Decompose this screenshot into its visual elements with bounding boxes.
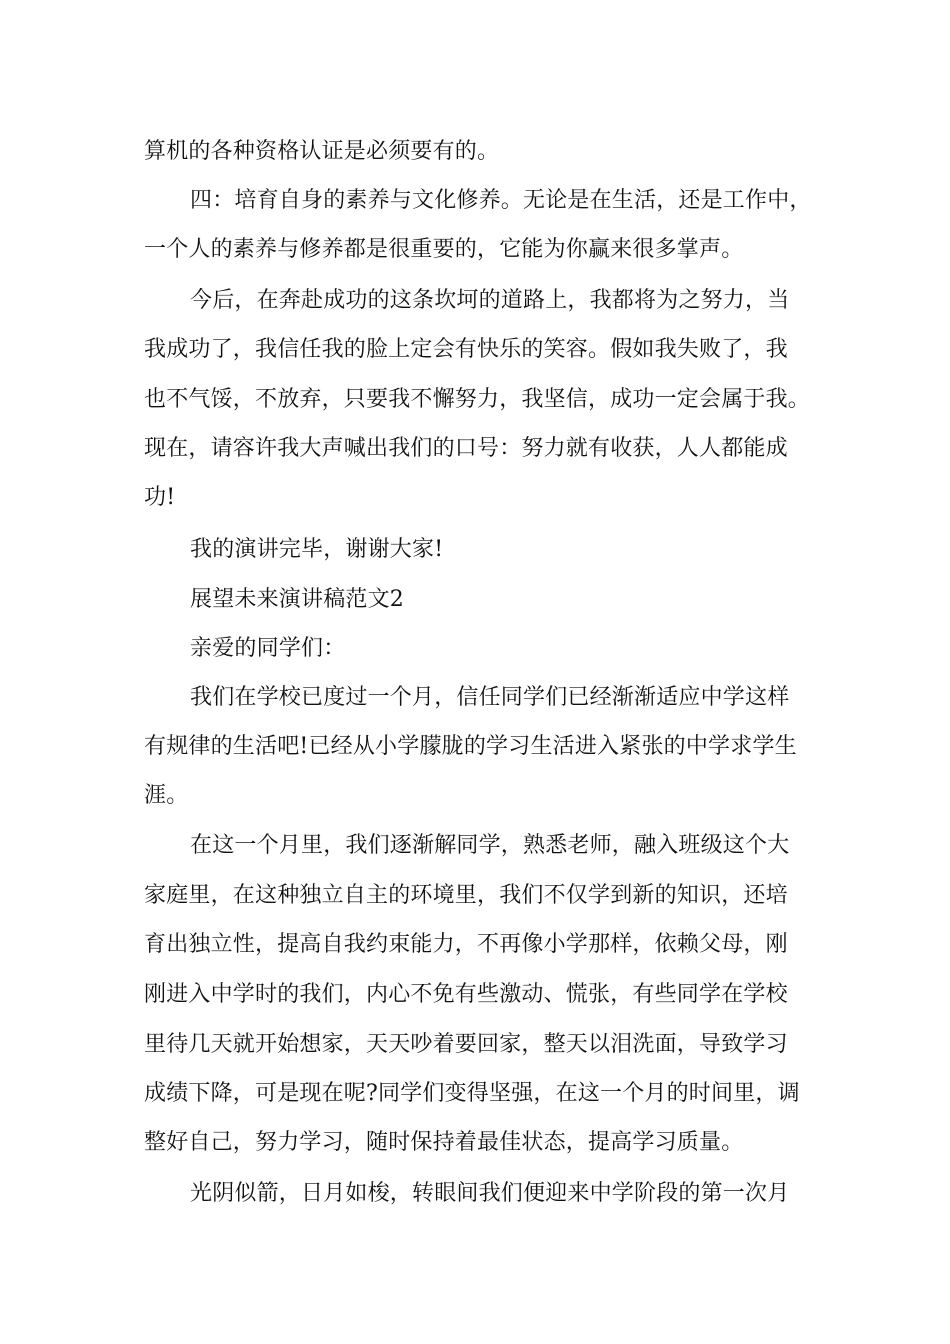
text-line: 刚进入中学时的我们，内心不免有些激动、慌张，有些同学在学校 bbox=[144, 982, 788, 1007]
text-line: 我的演讲完毕，谢谢大家! bbox=[190, 537, 444, 562]
text-line: 涯。 bbox=[144, 783, 189, 808]
text-line: 育出独立性，提高自我约束能力，不再像小学那样，依赖父母，刚 bbox=[144, 932, 788, 957]
text-line: 一个人的素养与修养都是很重要的，它能为你赢来很多掌声。 bbox=[144, 237, 744, 262]
text-line: 我成功了，我信任我的脸上定会有快乐的笑容。假如我失败了，我 bbox=[144, 337, 788, 362]
text-line: 四：培育自身的素养与文化修养。无论是在生活，还是工作中， bbox=[190, 188, 812, 213]
text-line: 有规律的生活吧!已经从小学朦胧的学习生活进入紧张的中学求学生 bbox=[144, 734, 797, 759]
text-line: 光阴似箭，日月如梭，转眼间我们便迎来中学阶段的第一次月 bbox=[190, 1181, 790, 1206]
text-line: 今后，在奔赴成功的这条坎坷的道路上，我都将为之努力，当 bbox=[190, 288, 790, 313]
text-line: 里待几天就开始想家，天天吵着要回家，整天以泪洗面，导致学习 bbox=[144, 1032, 788, 1057]
text-line: 成绩下降，可是现在呢?同学们变得坚强，在这一个月的时间里，调 bbox=[144, 1081, 800, 1106]
text-line: 家庭里，在这种独立自主的环境里，我们不仅学到新的知识，还培 bbox=[144, 883, 788, 908]
text-line: 也不气馁，不放弃，只要我不懈努力，我坚信，成功一定会属于我。 bbox=[144, 387, 811, 412]
text-line: 我们在学校已度过一个月，信任同学们已经渐渐适应中学这样 bbox=[190, 685, 790, 710]
section-title: 展望未来演讲稿范文2 bbox=[190, 587, 404, 612]
text-line: 现在，请容许我大声喊出我们的口号：努力就有收获，人人都能成 bbox=[144, 436, 788, 461]
text-line: 整好自己，努力学习，随时保持着最佳状态，提高学习质量。 bbox=[144, 1130, 744, 1155]
text-line: 在这一个月里，我们逐渐解同学，熟悉老师，融入班级这个大 bbox=[190, 833, 790, 858]
text-line: 算机的各种资格认证是必须要有的。 bbox=[144, 139, 500, 164]
text-line: 功! bbox=[144, 485, 176, 510]
salutation: 亲爱的同学们： bbox=[190, 636, 346, 661]
